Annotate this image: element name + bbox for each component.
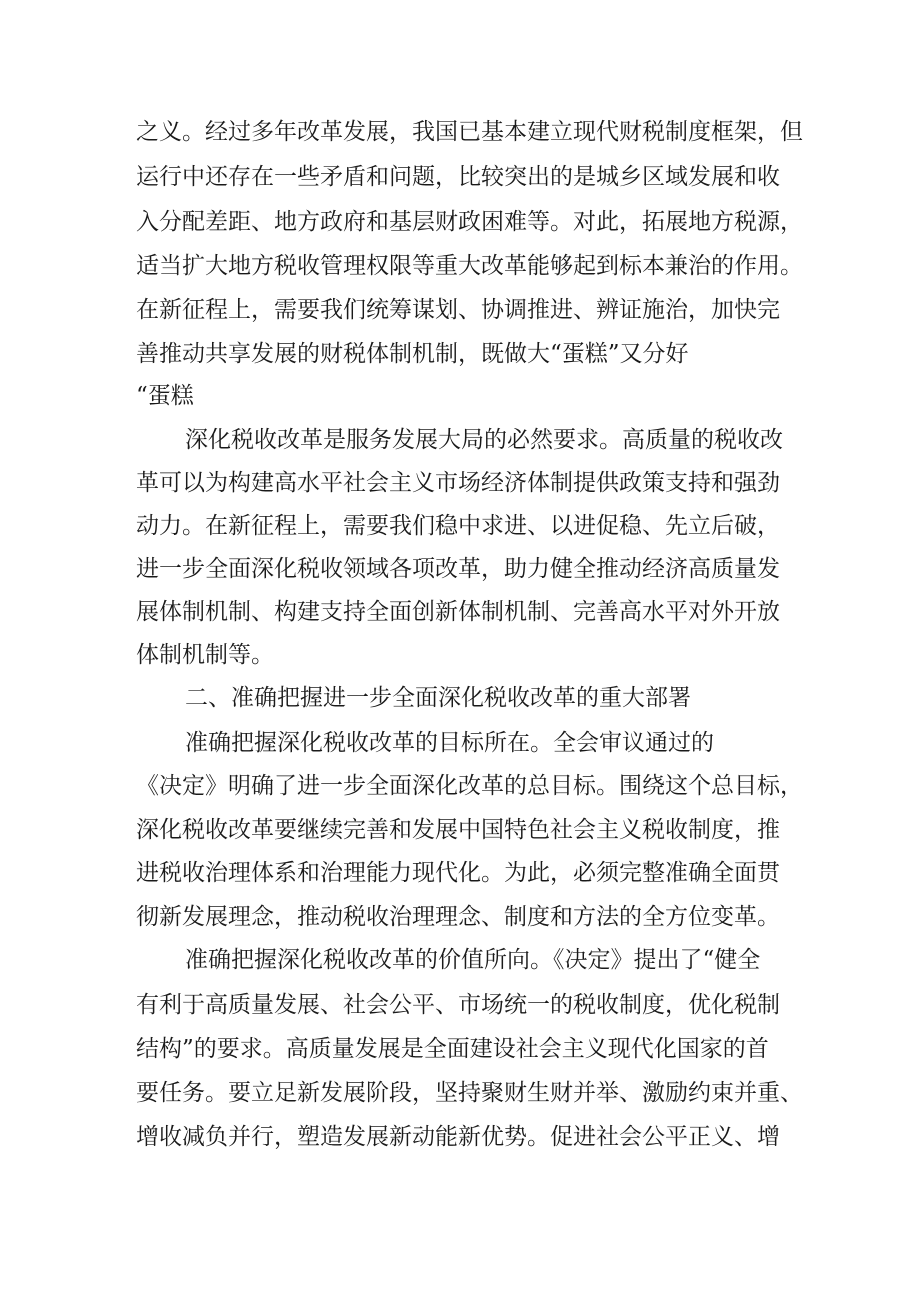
body-text-line: 适当扩大地方税收管理权限等重大改革能够起到标本兼治的作用。 bbox=[136, 253, 803, 279]
body-text-line: 在新征程上，需要我们统筹谋划、协调推进、辨证施治，加快完 bbox=[136, 297, 780, 323]
body-text-line: 之义。经过多年改革发展，我国已基本建立现代财税制度框架，但 bbox=[136, 119, 803, 145]
paragraph-first-line: 准确把握深化税收改革的价值所向。《决定》提出了“健全 bbox=[185, 947, 761, 973]
body-text-line: 入分配差距、地方政府和基层财政困难等。对此，拓展地方税源， bbox=[136, 209, 803, 235]
body-text-line: 彻新发展理念，推动税收治理理念、制度和方法的全方位变革。 bbox=[136, 904, 780, 930]
body-text-line: 《决定》明确了进一步全面深化改革的总目标。围绕这个总目标， bbox=[136, 773, 803, 799]
body-text-line: 动力。在新征程上，需要我们稳中求进、以进促稳、先立后破， bbox=[136, 513, 780, 539]
section-heading: 二、准确把握进一步全面深化税收改革的重大部署 bbox=[185, 685, 691, 711]
body-text-line: 革可以为构建高水平社会主义市场经济体制提供政策支持和强劲 bbox=[136, 470, 780, 496]
body-text-line: 运行中还存在一些矛盾和问题，比较突出的是城乡区域发展和收 bbox=[136, 164, 780, 190]
body-text-line: 增收减负并行，塑造发展新动能新优势。促进社会公平正义、增 bbox=[136, 1124, 780, 1150]
body-text-line: 进税收治理体系和治理能力现代化。为此，必须完整准确全面贯 bbox=[136, 860, 780, 886]
body-text-line: 善推动共享发展的财税体制机制，既做大“蛋糕”又分好 bbox=[136, 341, 689, 367]
paragraph-first-line: 深化税收改革是服务发展大局的必然要求。高质量的税收改 bbox=[185, 427, 783, 453]
body-text-line: 要任务。要立足新发展阶段，坚持聚财生财并举、激励约束并重、 bbox=[136, 1080, 803, 1106]
body-text-line: 结构”的要求。高质量发展是全面建设社会主义现代化国家的首 bbox=[136, 1036, 769, 1062]
body-text-line: 体制机制等。 bbox=[136, 642, 274, 668]
body-text-line: 进一步全面深化税收领域各项改革，助力健全推动经济高质量发 bbox=[136, 556, 780, 582]
body-text-line: “蛋糕 bbox=[136, 383, 194, 409]
body-text-line: 深化税收改革要继续完善和发展中国特色社会主义税收制度，推 bbox=[136, 817, 780, 843]
body-text-line: 展体制机制、构建支持全面创新体制机制、完善高水平对外开放 bbox=[136, 599, 780, 625]
body-text-line: 有利于高质量发展、社会公平、市场统一的税收制度，优化税制 bbox=[136, 992, 780, 1018]
paragraph-first-line: 准确把握深化税收改革的目标所在。全会审议通过的 bbox=[185, 730, 714, 756]
